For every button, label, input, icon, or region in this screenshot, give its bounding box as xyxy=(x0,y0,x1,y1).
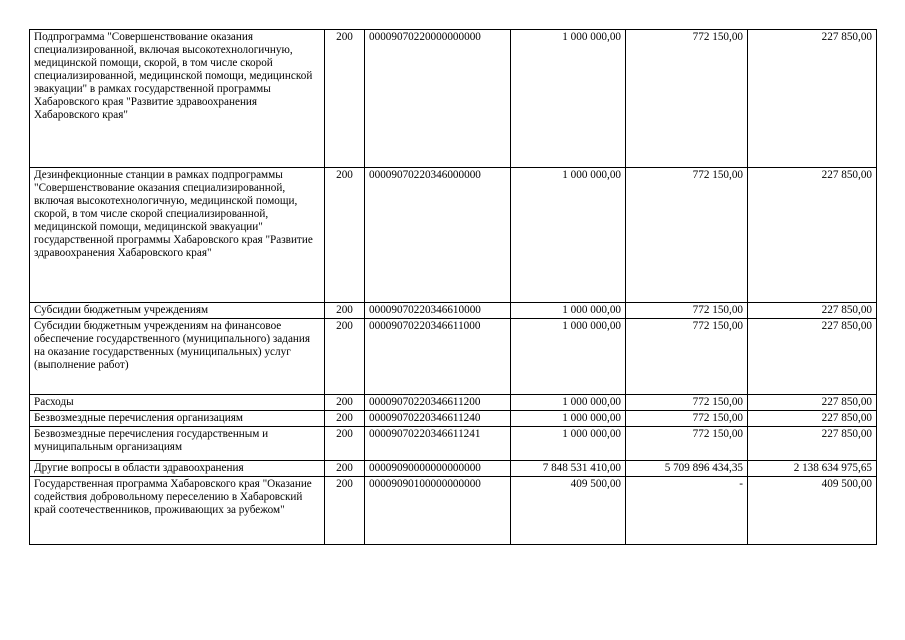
budget-execution-table xyxy=(29,29,877,545)
row-approved-amount: 1 000 000,00 xyxy=(511,30,626,168)
row-approved-amount: 1 000 000,00 xyxy=(511,319,626,395)
row-approved-amount: 7 848 531 410,00 xyxy=(511,461,626,477)
row-line-code: 200 xyxy=(325,477,365,545)
row-line-code: 200 xyxy=(325,411,365,427)
row-classification-code: 00009070220346610000 xyxy=(365,303,511,319)
row-line-code: 200 xyxy=(325,319,365,395)
row-name: Безвозмездные перечисления государственным и муниципальным организациям xyxy=(30,427,325,461)
row-name: Государственная программа Хабаровского края "Оказание содействия добровольному переселению в Хабаровский край соотечественников, проживающих за рубежом" xyxy=(30,477,325,545)
row-classification-code: 00009070220000000000 xyxy=(365,30,511,168)
row-name: Дезинфекционные станции в рамках подпрограммы "Совершенствование оказания специализированной, включая высокотехнологичную, медицинской помощи, скорой, в том числе скорой специализированной, медицинской помощи, медицинской эвакуации" государственной программы Хабаровского края "Развитие здравоохранения Хабаровского края" xyxy=(30,168,325,303)
table-row xyxy=(30,427,877,461)
row-unexecuted-amount: 227 850,00 xyxy=(748,427,877,461)
table-row xyxy=(30,168,877,303)
row-classification-code: 00009070220346000000 xyxy=(365,168,511,303)
row-unexecuted-amount: 227 850,00 xyxy=(748,319,877,395)
row-unexecuted-amount: 409 500,00 xyxy=(748,477,877,545)
row-classification-code: 00009070220346611000 xyxy=(365,319,511,395)
row-executed-amount: 772 150,00 xyxy=(626,30,748,168)
table-row xyxy=(30,477,877,545)
row-executed-amount: 772 150,00 xyxy=(626,168,748,303)
row-unexecuted-amount: 227 850,00 xyxy=(748,168,877,303)
row-unexecuted-amount: 227 850,00 xyxy=(748,411,877,427)
row-line-code: 200 xyxy=(325,30,365,168)
row-unexecuted-amount: 227 850,00 xyxy=(748,30,877,168)
row-executed-amount: 772 150,00 xyxy=(626,411,748,427)
table-row xyxy=(30,411,877,427)
row-unexecuted-amount: 227 850,00 xyxy=(748,303,877,319)
row-approved-amount: 1 000 000,00 xyxy=(511,427,626,461)
row-executed-amount: 772 150,00 xyxy=(626,303,748,319)
row-executed-amount: 772 150,00 xyxy=(626,427,748,461)
row-unexecuted-amount: 227 850,00 xyxy=(748,395,877,411)
row-name: Субсидии бюджетным учреждениям на финансовое обеспечение государственного (муниципального) задания на оказание государственных (муниципальных) услуг (выполнение работ) xyxy=(30,319,325,395)
row-approved-amount: 1 000 000,00 xyxy=(511,168,626,303)
row-executed-amount: 772 150,00 xyxy=(626,395,748,411)
row-executed-amount: - xyxy=(626,477,748,545)
row-name: Подпрограмма "Совершенствование оказания специализированной, включая высокотехнологичную, медицинской помощи, скорой, в том числе скорой специализированной, медицинской помощи, медицинской эвакуации" в рамках государственной программы Хабаровского края "Развитие здравоохранения Хабаровского края" xyxy=(30,30,325,168)
row-classification-code: 00009070220346611200 xyxy=(365,395,511,411)
row-unexecuted-amount: 2 138 634 975,65 xyxy=(748,461,877,477)
row-approved-amount: 1 000 000,00 xyxy=(511,411,626,427)
row-classification-code: 00009090000000000000 xyxy=(365,461,511,477)
row-line-code: 200 xyxy=(325,461,365,477)
row-name: Безвозмездные перечисления организациям xyxy=(30,411,325,427)
row-line-code: 200 xyxy=(325,303,365,319)
row-name: Расходы xyxy=(30,395,325,411)
row-line-code: 200 xyxy=(325,427,365,461)
row-name: Другие вопросы в области здравоохранения xyxy=(30,461,325,477)
row-executed-amount: 5 709 896 434,35 xyxy=(626,461,748,477)
row-approved-amount: 1 000 000,00 xyxy=(511,303,626,319)
table-row xyxy=(30,395,877,411)
row-name: Субсидии бюджетным учреждениям xyxy=(30,303,325,319)
table-row xyxy=(30,303,877,319)
row-executed-amount: 772 150,00 xyxy=(626,319,748,395)
table-row xyxy=(30,461,877,477)
row-classification-code: 00009070220346611240 xyxy=(365,411,511,427)
table-row xyxy=(30,319,877,395)
row-classification-code: 00009090100000000000 xyxy=(365,477,511,545)
table-row xyxy=(30,30,877,168)
row-approved-amount: 1 000 000,00 xyxy=(511,395,626,411)
row-classification-code: 00009070220346611241 xyxy=(365,427,511,461)
row-line-code: 200 xyxy=(325,395,365,411)
row-approved-amount: 409 500,00 xyxy=(511,477,626,545)
row-line-code: 200 xyxy=(325,168,365,303)
